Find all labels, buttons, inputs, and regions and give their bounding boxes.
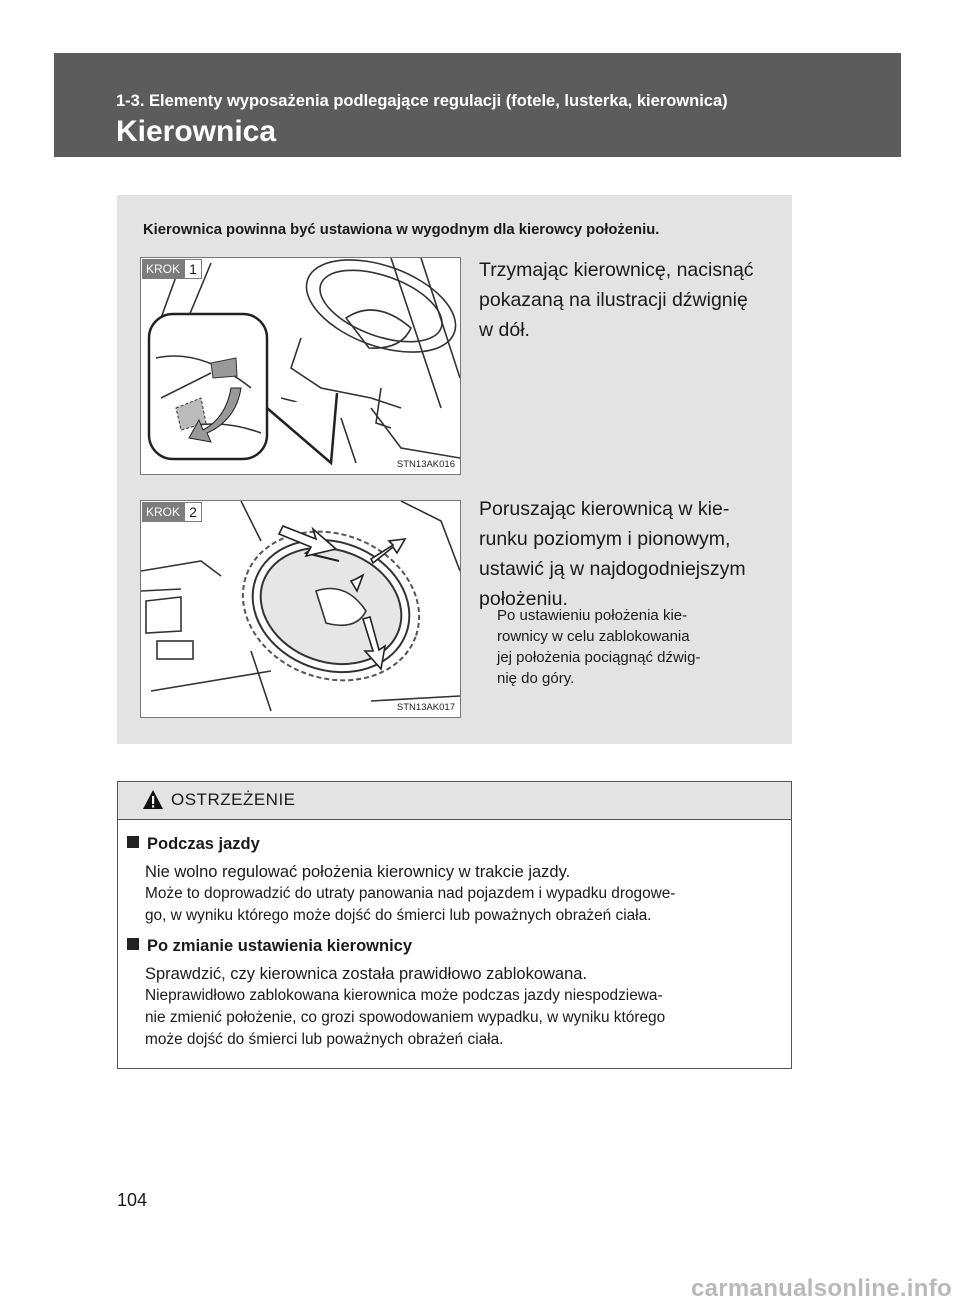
text-line: jej położenia pociągnąć dźwig- bbox=[497, 649, 701, 666]
step-badge-number: 1 bbox=[184, 259, 202, 279]
figure-code: STN13AK017 bbox=[396, 702, 455, 713]
page-number: 104 bbox=[117, 1190, 148, 1210]
section-header bbox=[54, 53, 901, 157]
warning-box bbox=[117, 781, 792, 1069]
warning-header bbox=[118, 782, 791, 820]
text-line: położeniu. bbox=[479, 588, 568, 610]
text-line: rownicy w celu zablokowania bbox=[497, 628, 690, 645]
warning-detail: może dojść do śmierci lub poważnych obrażeń ciała. bbox=[145, 1031, 504, 1048]
step-badge-number: 2 bbox=[184, 502, 202, 522]
warning-line: Nie wolno regulować położenia kierownicy w trakcie jazdy. bbox=[145, 863, 571, 881]
bullet-square-icon bbox=[127, 836, 139, 848]
intro-text: Kierownica powinna być ustawiona w wygodnym dla kierowcy położeniu. bbox=[143, 222, 660, 238]
text-line: pokazaną na ilustracji dźwignię bbox=[479, 289, 748, 311]
warning-heading bbox=[127, 835, 260, 854]
heading-text: Po zmianie ustawienia kierownicy bbox=[147, 937, 413, 955]
text-line: nię do góry. bbox=[497, 670, 575, 687]
warning-icon bbox=[142, 789, 164, 811]
warning-heading bbox=[127, 937, 412, 956]
step-badge-label: KROK bbox=[142, 502, 184, 522]
watermark: carmanualsonline.info bbox=[690, 1275, 952, 1302]
text-line: runku poziomym i pionowym, bbox=[479, 528, 731, 550]
step2-badge bbox=[142, 502, 202, 522]
steering-lever-drawing bbox=[141, 258, 460, 474]
text-line: Po ustawieniu położenia kie- bbox=[497, 607, 688, 624]
section-title: 1-3. Elementy wyposażenia podlegające regulacji (fotele, lusterka, kierownica) bbox=[116, 92, 728, 110]
page-title: Kierownica bbox=[116, 115, 277, 148]
step1-illustration bbox=[140, 257, 461, 475]
step2-note bbox=[497, 605, 769, 689]
warning-detail: nie zmienić położenie, co grozi spowodowaniem wypadku, w wyniku którego bbox=[145, 1009, 666, 1026]
text-line: ustawić ją w najdogodniejszym bbox=[479, 558, 746, 580]
step2-text bbox=[479, 494, 769, 614]
instructions-panel bbox=[117, 195, 792, 744]
warning-line: Sprawdzić, czy kierownica została prawidłowo zablokowana. bbox=[145, 965, 588, 983]
warning-detail: Może to doprowadzić do utraty panowania nad pojazdem i wypadku drogowe- bbox=[145, 885, 676, 902]
step2-illustration bbox=[140, 500, 461, 718]
warning-detail: go, w wyniku którego może dojść do śmierci lub poważnych obrażeń ciała. bbox=[145, 907, 652, 924]
warning-detail: Nieprawidłowo zablokowana kierownica może podczas jazdy niespodziewa- bbox=[145, 987, 663, 1004]
bullet-square-icon bbox=[127, 938, 139, 950]
text-line: Trzymając kierownicę, nacisnąć bbox=[479, 259, 754, 281]
step1-badge bbox=[142, 259, 202, 279]
steering-adjust-drawing bbox=[141, 501, 460, 717]
step1-text bbox=[479, 255, 769, 345]
text-line: Poruszając kierownicą w kie- bbox=[479, 498, 730, 520]
heading-text: Podczas jazdy bbox=[147, 835, 260, 853]
warning-label: OSTRZEŻENIE bbox=[171, 790, 296, 809]
step-badge-label: KROK bbox=[142, 259, 184, 279]
figure-code: STN13AK016 bbox=[396, 459, 455, 470]
text-line: w dół. bbox=[479, 319, 530, 341]
